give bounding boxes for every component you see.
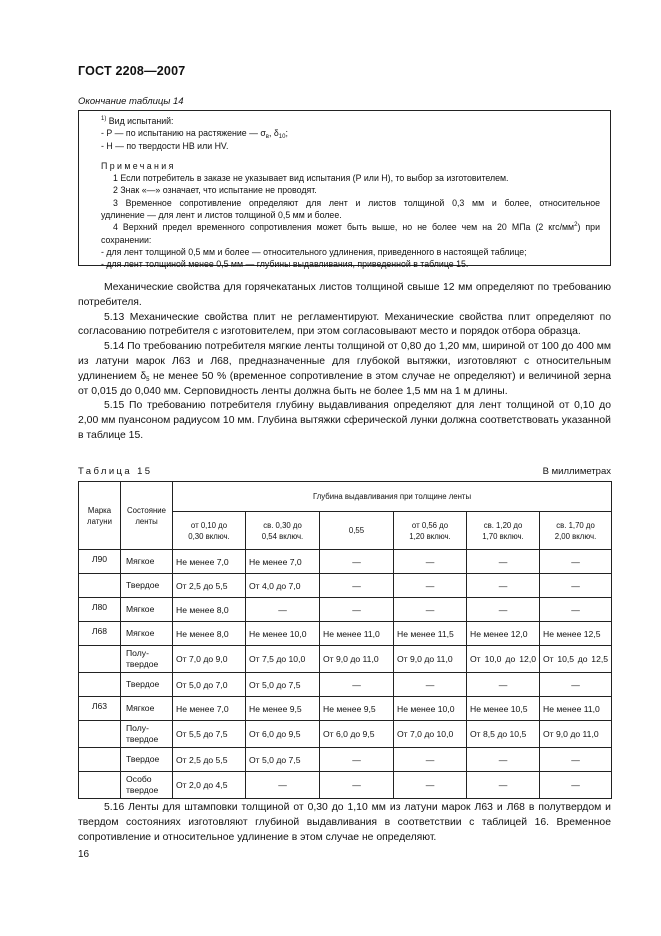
- cell-state: Мягкое: [121, 550, 173, 574]
- cell-depth: —: [394, 574, 467, 598]
- cell-depth: От 9,0 до 11,0: [540, 721, 612, 748]
- cell-depth: Не менее 12,5: [540, 622, 612, 646]
- cell-depth: От 7,5 до 10,0: [246, 646, 320, 673]
- header-thickness-line1: от 0,56 до: [411, 520, 449, 530]
- header-depth: Глубина выдавливания при толщине ленты: [173, 482, 612, 512]
- cell-depth: Не менее 11,0: [540, 697, 612, 721]
- header-thickness-4: [467, 512, 540, 550]
- table-15: [78, 481, 612, 799]
- note-4-text: 4 Верхний предел временного сопротивления может быть выше, но не более чем на 20 МПа (2 кгс/мм: [113, 222, 575, 233]
- cell-depth: —: [394, 673, 467, 697]
- footnote-tension-text: - Р — по испытанию на растяжение — σ: [101, 128, 266, 139]
- header-thickness-3: [394, 512, 467, 550]
- cell-depth: От 5,0 до 7,5: [246, 673, 320, 697]
- header-thickness-line1: св. 0,30 до: [263, 520, 302, 530]
- cell-grade: Л90: [79, 550, 121, 574]
- header-thickness-5: [540, 512, 612, 550]
- header-thickness-line2: 0,30 включ.: [188, 531, 230, 541]
- header-thickness-line2: 0,54 включ.: [261, 531, 304, 541]
- cell-depth: —: [394, 550, 467, 574]
- cell-depth: От 7,0 до 9,0: [173, 646, 246, 673]
- paragraph-5-14-text-end: не менее 50 % (временное сопротивление в этом случае не определяют) и величиной зерна от 0,015 до 0,040 мм. Серповидность ленты должна быть не более 1,5 мм на 1 м длины.: [78, 370, 611, 397]
- cell-depth: От 9,0 до 11,0: [394, 646, 467, 673]
- paragraph-block-2: [78, 801, 611, 845]
- footnote-mark: 1): [101, 116, 107, 122]
- cell-state: Твердое: [121, 574, 173, 598]
- note-3-line1: 3 Временное сопротивление определяют для лент и листов толщиной 0,3 мм и более, относительное: [113, 197, 600, 208]
- cell-depth: —: [467, 748, 540, 772]
- note-4-line4: - для лент толщиной менее 0,5 мм — глубины выдавливания, приведенной в таблице 15.: [101, 259, 469, 270]
- header-grade: Марка латуни: [79, 482, 121, 550]
- footnote-title-text: Вид испытаний:: [106, 116, 174, 126]
- cell-depth: Не менее 8,0: [173, 598, 246, 622]
- cell-depth: От 6,0 до 9,5: [320, 721, 394, 748]
- delta-subscript: 5: [146, 376, 150, 383]
- table-row: [79, 622, 612, 646]
- header-thickness-line2: 1,70 включ.: [482, 531, 524, 541]
- table-continuation-label: Окончание таблицы 14: [78, 96, 184, 107]
- table-row: [79, 772, 612, 799]
- table-row: [79, 598, 612, 622]
- footnote-title: [101, 115, 600, 127]
- paragraph-5-15: 5.15 По требованию потребителя глубину выдавливания определяют для лент толщиной от 0,10 до 2,00 мм пуансоном радиусом 10 мм. Глубина вытяжки сферической лунки должна соответствовать указанной в таблице 15.: [78, 400, 611, 441]
- cell-state: Твердое: [121, 748, 173, 772]
- cell-grade: Л80: [79, 598, 121, 622]
- cell-grade: [79, 772, 121, 799]
- note-1: 1 Если потребитель в заказе не указывает вид испытания (Р или Н), то выбор за изготовителем.: [113, 173, 509, 184]
- cell-depth: От 6,0 до 9,5: [246, 721, 320, 748]
- paragraph-5-16: 5.16 Ленты для штамповки толщиной от 0,30 до 1,10 мм из латуни марок Л63 и Л68 в полутвердом и твердом состояниях изготовляют глубиной выдавливания в соответствии с таблицей 16. Временное сопротивление и относительное удлинение в этом случае не определяют.: [78, 802, 611, 843]
- paragraph-hot-rolled: Механические свойства для горячекатаных листов толщиной свыше 12 мм определяют по требованию потребителя.: [78, 282, 611, 308]
- header-thickness-1: [246, 512, 320, 550]
- cell-depth: Не менее 7,0: [246, 550, 320, 574]
- cell-state: Мягкое: [121, 598, 173, 622]
- cell-depth: —: [394, 772, 467, 799]
- cell-state: Полу-твердое: [121, 721, 173, 748]
- cell-depth: —: [246, 598, 320, 622]
- cell-grade: Л68: [79, 622, 121, 646]
- cell-depth: —: [320, 772, 394, 799]
- cell-depth: —: [320, 598, 394, 622]
- cell-grade: [79, 748, 121, 772]
- cell-grade: [79, 721, 121, 748]
- cell-depth: Не менее 10,0: [246, 622, 320, 646]
- note-4-line3: - для лент толщиной 0,5 мм и более — относительного удлинения, приведенного в настоящей таблице;: [101, 246, 527, 257]
- cell-state: Мягкое: [121, 622, 173, 646]
- note-4-text-end: ) при: [577, 222, 600, 233]
- footnote-hardness: - Н — по твердости НВ или HV.: [101, 140, 229, 151]
- paragraphs-block: [78, 281, 611, 444]
- cell-depth: От 9,0 до 11,0: [320, 646, 394, 673]
- cell-depth: От 8,5 до 10,5: [467, 721, 540, 748]
- cell-depth: От 10,5 до 12,5: [540, 646, 612, 673]
- table-row: [79, 646, 612, 673]
- cell-depth: —: [467, 550, 540, 574]
- cell-depth: Не менее 10,5: [467, 697, 540, 721]
- note-4-line2: сохранении:: [101, 234, 152, 245]
- cell-depth: —: [540, 574, 612, 598]
- note-3-line2: удлинение — для лент и листов толщиной 0,5 мм и более.: [101, 210, 342, 221]
- sigma-subscript: в: [265, 134, 269, 141]
- paragraph-5-13: 5.13 Механические свойства плит не регламентируют. Механические свойства плит определяют по согласованию потребителя с изготовителем, при этом согласовывают место и порядок отбора образца.: [78, 311, 611, 338]
- footnote-tension-end: ;: [285, 128, 288, 139]
- cell-state: Твердое: [121, 673, 173, 697]
- cell-depth: От 2,5 до 5,5: [173, 748, 246, 772]
- cell-depth: —: [320, 574, 394, 598]
- header-thickness-line1: от 0,10 до: [190, 520, 228, 530]
- cell-state: Полу-твердое: [121, 646, 173, 673]
- cell-state: Особо твердое: [121, 772, 173, 799]
- page-number: 16: [78, 849, 90, 860]
- cell-depth: Не менее 9,5: [320, 697, 394, 721]
- cell-depth: —: [320, 673, 394, 697]
- cell-depth: От 5,5 до 7,5: [173, 721, 246, 748]
- cell-depth: —: [394, 748, 467, 772]
- cell-depth: Не менее 7,0: [173, 697, 246, 721]
- note-4-superscript: 2: [574, 222, 578, 229]
- cell-grade: Л63: [79, 697, 121, 721]
- cell-depth: —: [540, 598, 612, 622]
- cell-depth: —: [246, 772, 320, 799]
- cell-grade: [79, 646, 121, 673]
- cell-depth: —: [540, 748, 612, 772]
- table-15-caption: Таблица 15: [78, 466, 153, 477]
- cell-depth: —: [467, 574, 540, 598]
- cell-depth: Не менее 12,0: [467, 622, 540, 646]
- cell-state: Мягкое: [121, 697, 173, 721]
- cell-grade: [79, 673, 121, 697]
- footnote-tension: [101, 127, 600, 139]
- cell-depth: —: [320, 748, 394, 772]
- cell-depth: От 10,0 до 12,0: [467, 646, 540, 673]
- header-thickness-line2: 2,00 включ.: [554, 531, 597, 541]
- table-row: [79, 550, 612, 574]
- cell-depth: Не менее 7,0: [173, 550, 246, 574]
- table-row: [79, 697, 612, 721]
- cell-depth: —: [467, 772, 540, 799]
- cell-depth: —: [320, 550, 394, 574]
- header-state: Состояние ленты: [121, 482, 173, 550]
- table-row: [79, 673, 612, 697]
- cell-depth: —: [540, 673, 612, 697]
- cell-depth: —: [540, 550, 612, 574]
- cell-depth: Не менее 11,5: [394, 622, 467, 646]
- table-15-unit: В миллиметрах: [542, 466, 611, 477]
- table14-notes: [78, 110, 611, 270]
- delta-subscript: 10: [278, 134, 286, 141]
- header-thickness-line1: св. 1,20 до: [483, 520, 523, 530]
- cell-depth: —: [394, 598, 467, 622]
- cell-depth: От 2,5 до 5,5: [173, 574, 246, 598]
- delta-text: , δ: [268, 128, 279, 139]
- cell-depth: От 5,0 до 7,0: [173, 673, 246, 697]
- cell-depth: От 2,0 до 4,5: [173, 772, 246, 799]
- note-4-line1: [101, 221, 600, 233]
- header-thickness-line1: св. 1,70 до: [556, 520, 595, 530]
- cell-depth: Не менее 8,0: [173, 622, 246, 646]
- notes-heading: Примечания: [101, 160, 176, 171]
- cell-depth: Не менее 11,0: [320, 622, 394, 646]
- note-2: 2 Знак «—» означает, что испытание не проводят.: [113, 185, 317, 196]
- header-thickness-2: [320, 512, 394, 550]
- cell-depth: —: [467, 673, 540, 697]
- cell-depth: —: [467, 598, 540, 622]
- table-row: [79, 721, 612, 748]
- cell-depth: От 5,0 до 7,5: [246, 748, 320, 772]
- cell-depth: От 4,0 до 7,0: [246, 574, 320, 598]
- table-row: [79, 574, 612, 598]
- header-thickness-line1: 0,55: [348, 526, 365, 535]
- cell-depth: Не менее 10,0: [394, 697, 467, 721]
- table-row: [79, 748, 612, 772]
- header-thickness-line2: 1,20 включ.: [409, 531, 451, 541]
- cell-grade: [79, 574, 121, 598]
- cell-depth: —: [540, 772, 612, 799]
- cell-depth: От 7,0 до 10,0: [394, 721, 467, 748]
- header-thickness-0: [173, 512, 246, 550]
- paragraph-5-14: [78, 340, 611, 399]
- cell-depth: Не менее 9,5: [246, 697, 320, 721]
- document-code: ГОСТ 2208—2007: [78, 64, 186, 78]
- paragraph-5-14-text: 5.14 По требованию потребителя мягкие ленты толщиной от 0,80 до 1,20 мм, шириной от 100 до 400 мм из латуни марок Л63 и Л68, предназначенные для глубокой вытяжки, изготовляют с относительным удлинением δ: [78, 341, 611, 382]
